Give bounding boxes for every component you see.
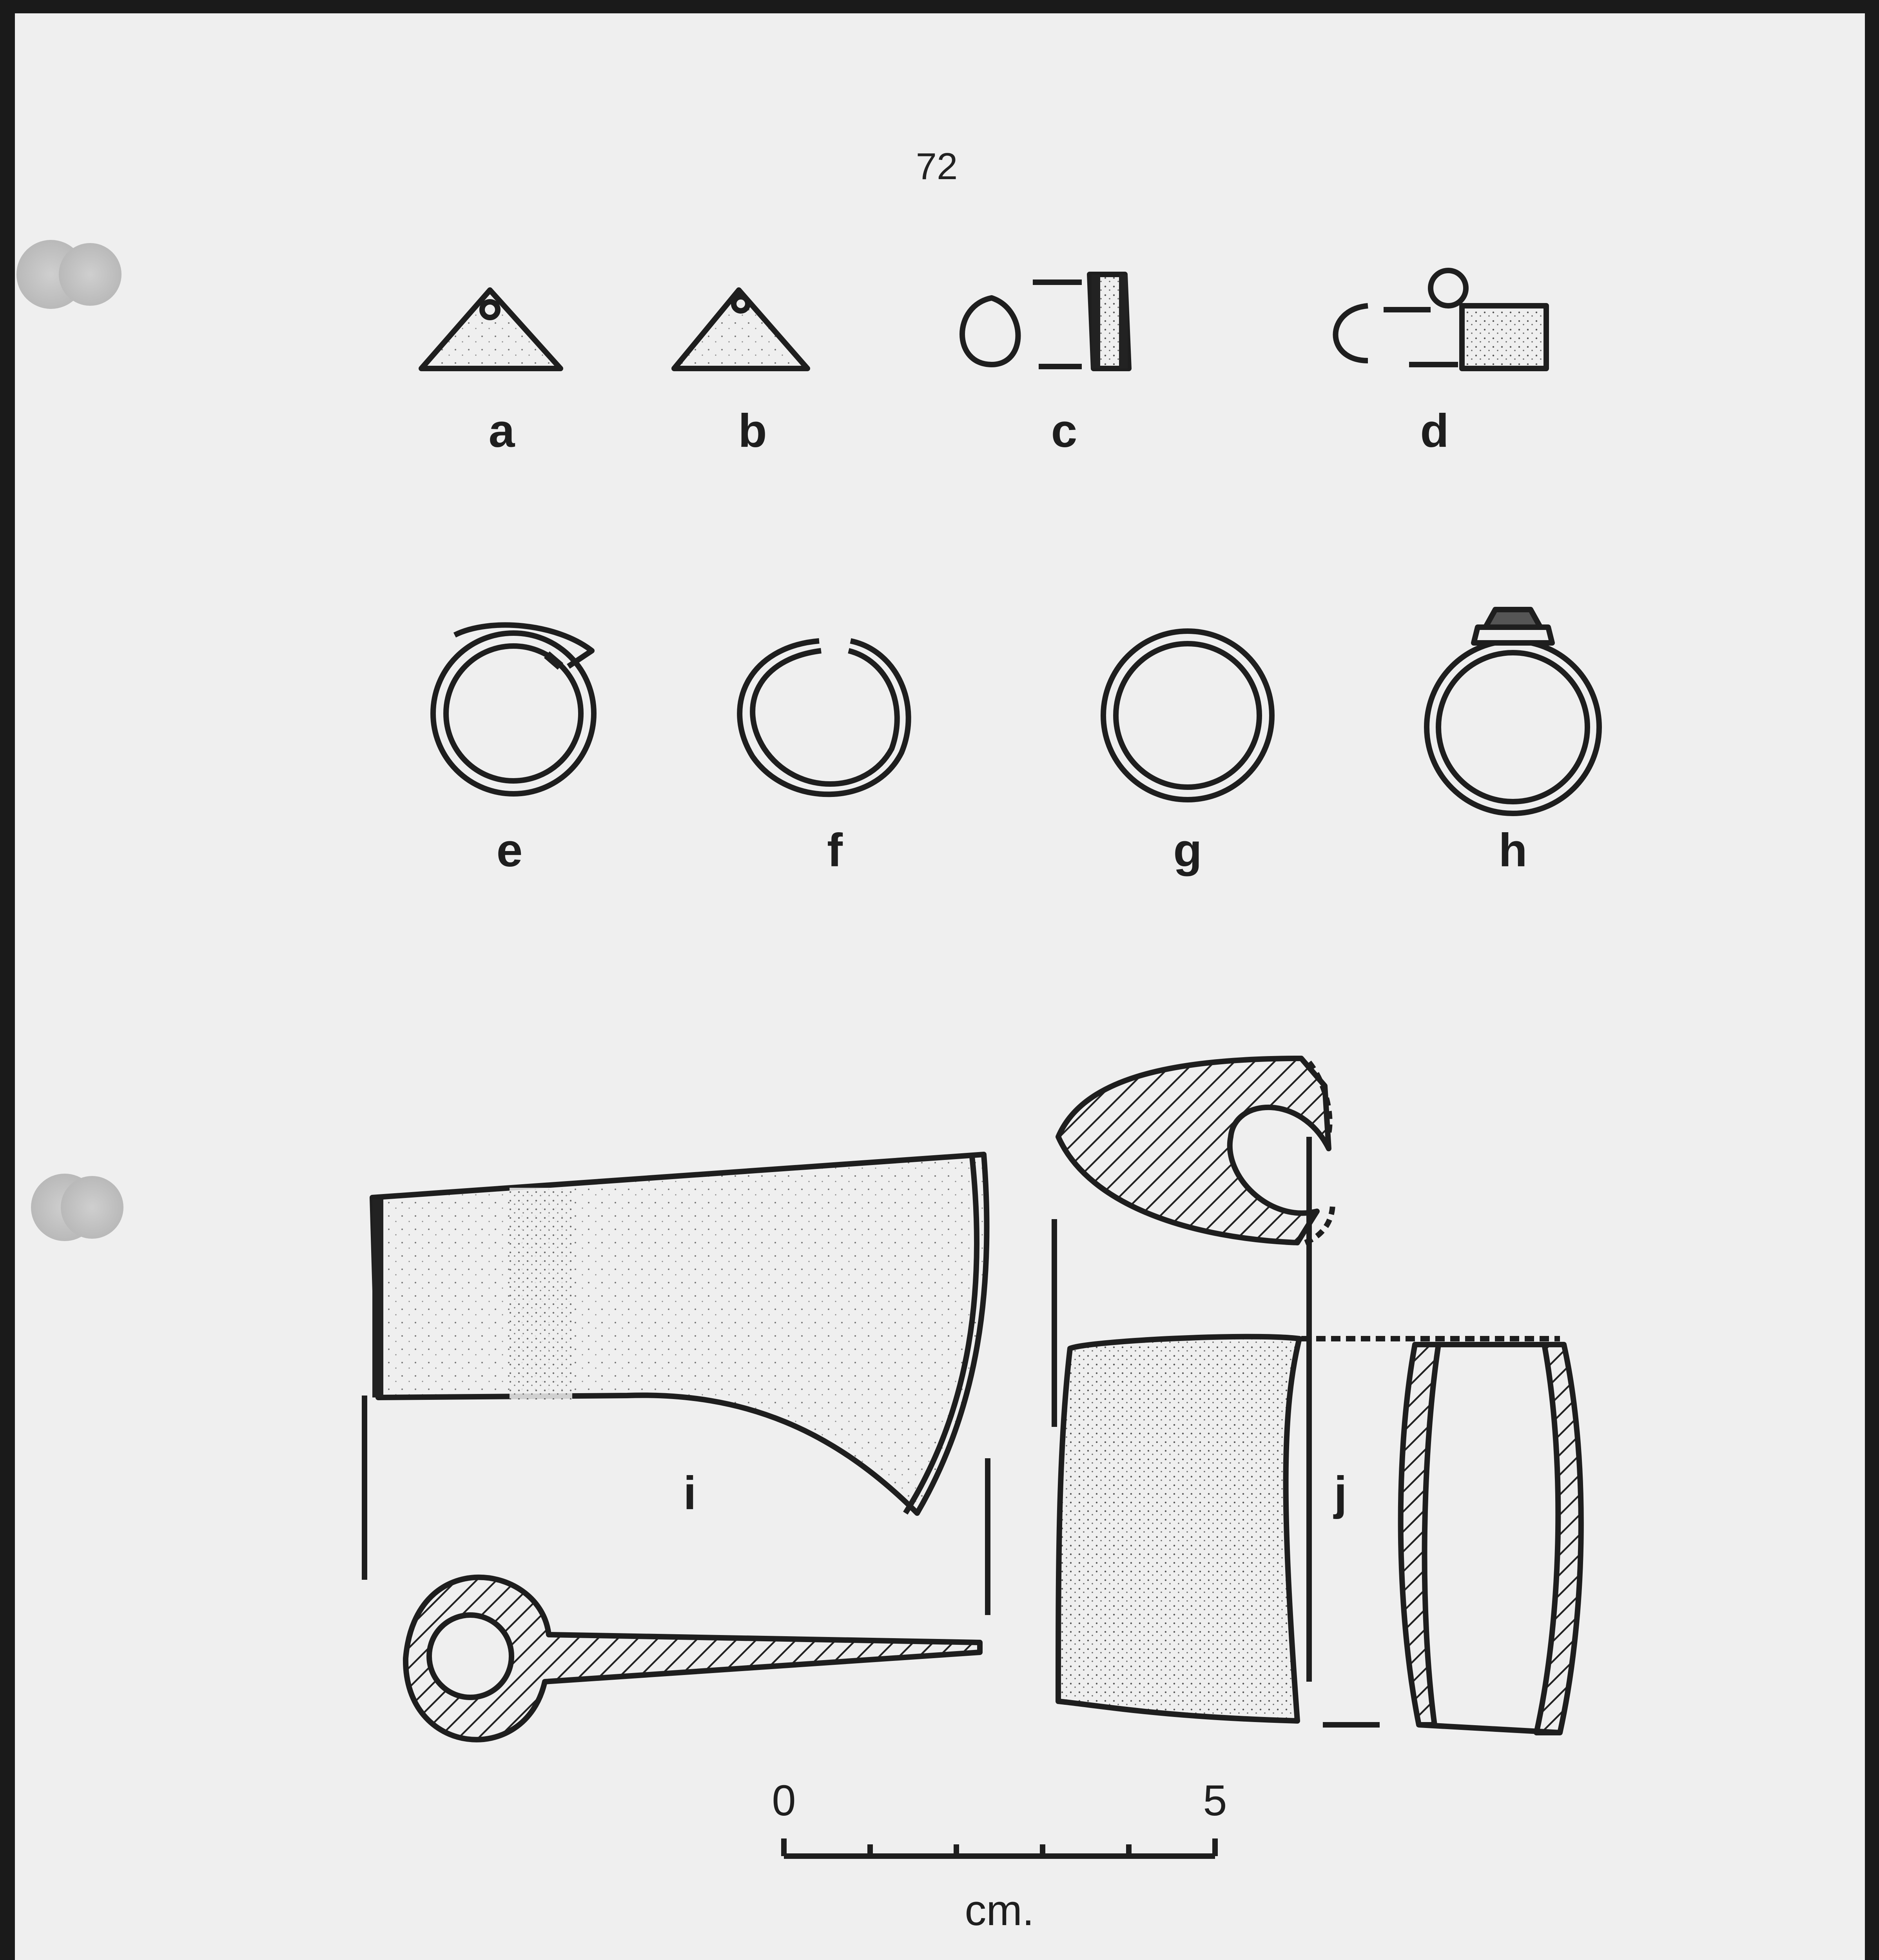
label-i: i: [683, 1467, 696, 1519]
artifact-d-clasp: [1336, 270, 1547, 368]
artifact-g-ring: [1103, 631, 1272, 800]
scale-bar: [784, 1838, 1215, 1856]
label-c: c: [1051, 405, 1077, 457]
label-h: h: [1498, 824, 1527, 877]
label-j: j: [1334, 1467, 1347, 1519]
scale-min-label: 0: [772, 1777, 796, 1825]
label-f: f: [827, 824, 843, 877]
artifact-a-pendant: [421, 290, 560, 368]
artifact-i-axe: [365, 1154, 988, 1740]
artifact-f-open-ring: [740, 641, 908, 794]
label-e: e: [496, 824, 523, 877]
label-d: d: [1420, 405, 1449, 457]
scale-max-label: 5: [1203, 1777, 1227, 1825]
artifact-j-ground-stone: [1054, 1058, 1581, 1733]
artifact-e-coil-ring: [433, 625, 594, 794]
artifact-h-set-ring: [1427, 610, 1599, 813]
label-a: a: [488, 405, 515, 457]
label-g: g: [1173, 824, 1202, 877]
label-b: b: [738, 405, 767, 457]
page-number: 72: [916, 145, 958, 187]
scale-unit-label: cm.: [965, 1886, 1034, 1935]
artifact-c-tube: [962, 274, 1129, 368]
artifact-b-pendant: [674, 290, 807, 368]
